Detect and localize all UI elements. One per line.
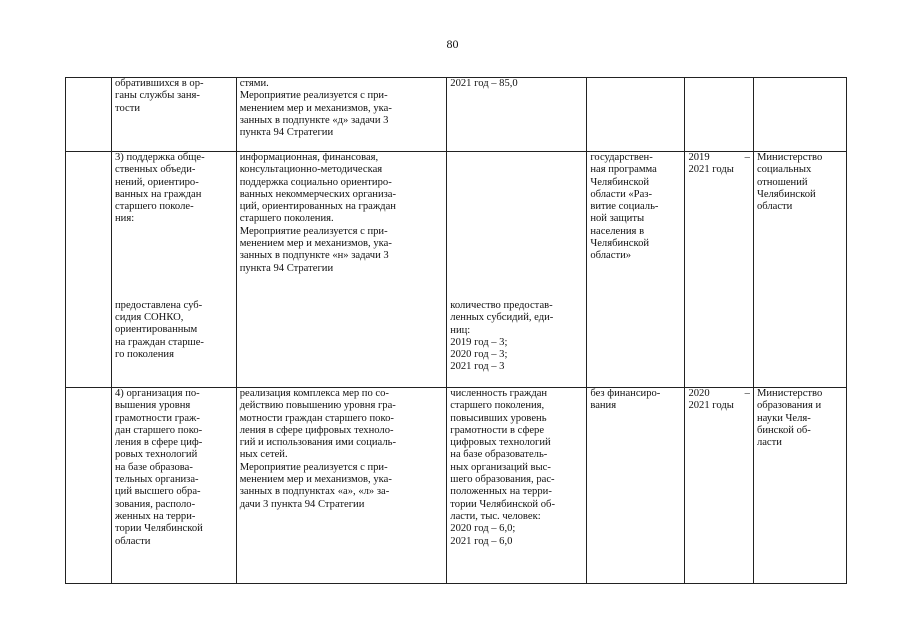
cell-executor: Министерство социальных отношений Челябинской области	[753, 152, 846, 388]
cell-number	[66, 152, 112, 388]
cell-executor	[753, 78, 846, 152]
cell-measure-name: обратившихся в ор- ганы службы заня- тости	[112, 78, 237, 152]
cell-number	[66, 388, 112, 584]
cell-indicator: 2021 год – 85,0	[447, 78, 587, 152]
cell-years: 2020 – 2021 годы	[685, 388, 753, 584]
cell-funding-source: без финансиро- вания	[587, 388, 685, 584]
cell-years	[685, 78, 753, 152]
cell-funding-source: государствен- ная программа Челябинской области «Раз- витие социаль- ной защиты населения в Челябинской области»	[587, 152, 685, 388]
cell-measure-name: 3) поддержка обще- ственных объеди- нений, ориентиро- ванных на граждан старшего поколе- ния: предоставлена суб- сидия СОНКО, ориентированным на граждан старше- го поколения	[112, 152, 237, 388]
cell-funding-source	[587, 78, 685, 152]
cell-action: реализация комплекса мер по со- действию повышению уровня гра- мотности граждан старшего поко- ления в сфере цифровых техноло- гий и использования ими социаль- ных сетей. Мероприятие реализуется с при- менением мер и механизмов, ука- занных в подпунктах «а», «л» за- дачи 3 пункта 94 Стратегии	[236, 388, 447, 584]
cell-indicator: численность граждан старшего поколения, повысивших уровень грамотности в сфере цифровых технологий на базе образователь- ных организаций выс- шего образования, рас- положенных на терри- тории Челябинской об- ласти, тыс. человек: 2020 год – 6,0; 2021 год – 6,0	[447, 388, 587, 584]
cell-action: стями. Мероприятие реализуется с при- менением мер и механизмов, ука- занных в подпункте «д» задачи 3 пункта 94 Стратегии	[236, 78, 447, 152]
cell-indicator: количество предостав- ленных субсидий, еди- ниц: 2019 год – 3; 2020 год – 3; 2021 год – 3	[447, 152, 587, 388]
table-row	[66, 388, 847, 584]
table-row	[66, 78, 847, 152]
cell-measure-name: 4) организация по- вышения уровня грамотности граж- дан старшего поко- ления в сфере циф- ровых технологий на базе образова- тельных организа- ций высшего обра- зования, располо- женных на терри- тории Челябинской области	[112, 388, 237, 584]
cell-number	[66, 78, 112, 152]
cell-action: информационная, финансовая, консультационно-методическая поддержка социально ориентиро- ванных некоммерческих организа- ций, ориентированных на граждан старшего поколения. Мероприятие реализуется с при- менением мер и механизмов, ука- занных в подпункте «н» задачи 3 пункта 94 Стратегии	[236, 152, 447, 388]
cell-executor: Министерство образования и науки Челя- бинской об- ласти	[753, 388, 846, 584]
table-row	[66, 152, 847, 388]
measures-table	[65, 77, 847, 584]
cell-years: 2019 – 2021 годы	[685, 152, 753, 388]
page-number: 80	[446, 37, 459, 51]
